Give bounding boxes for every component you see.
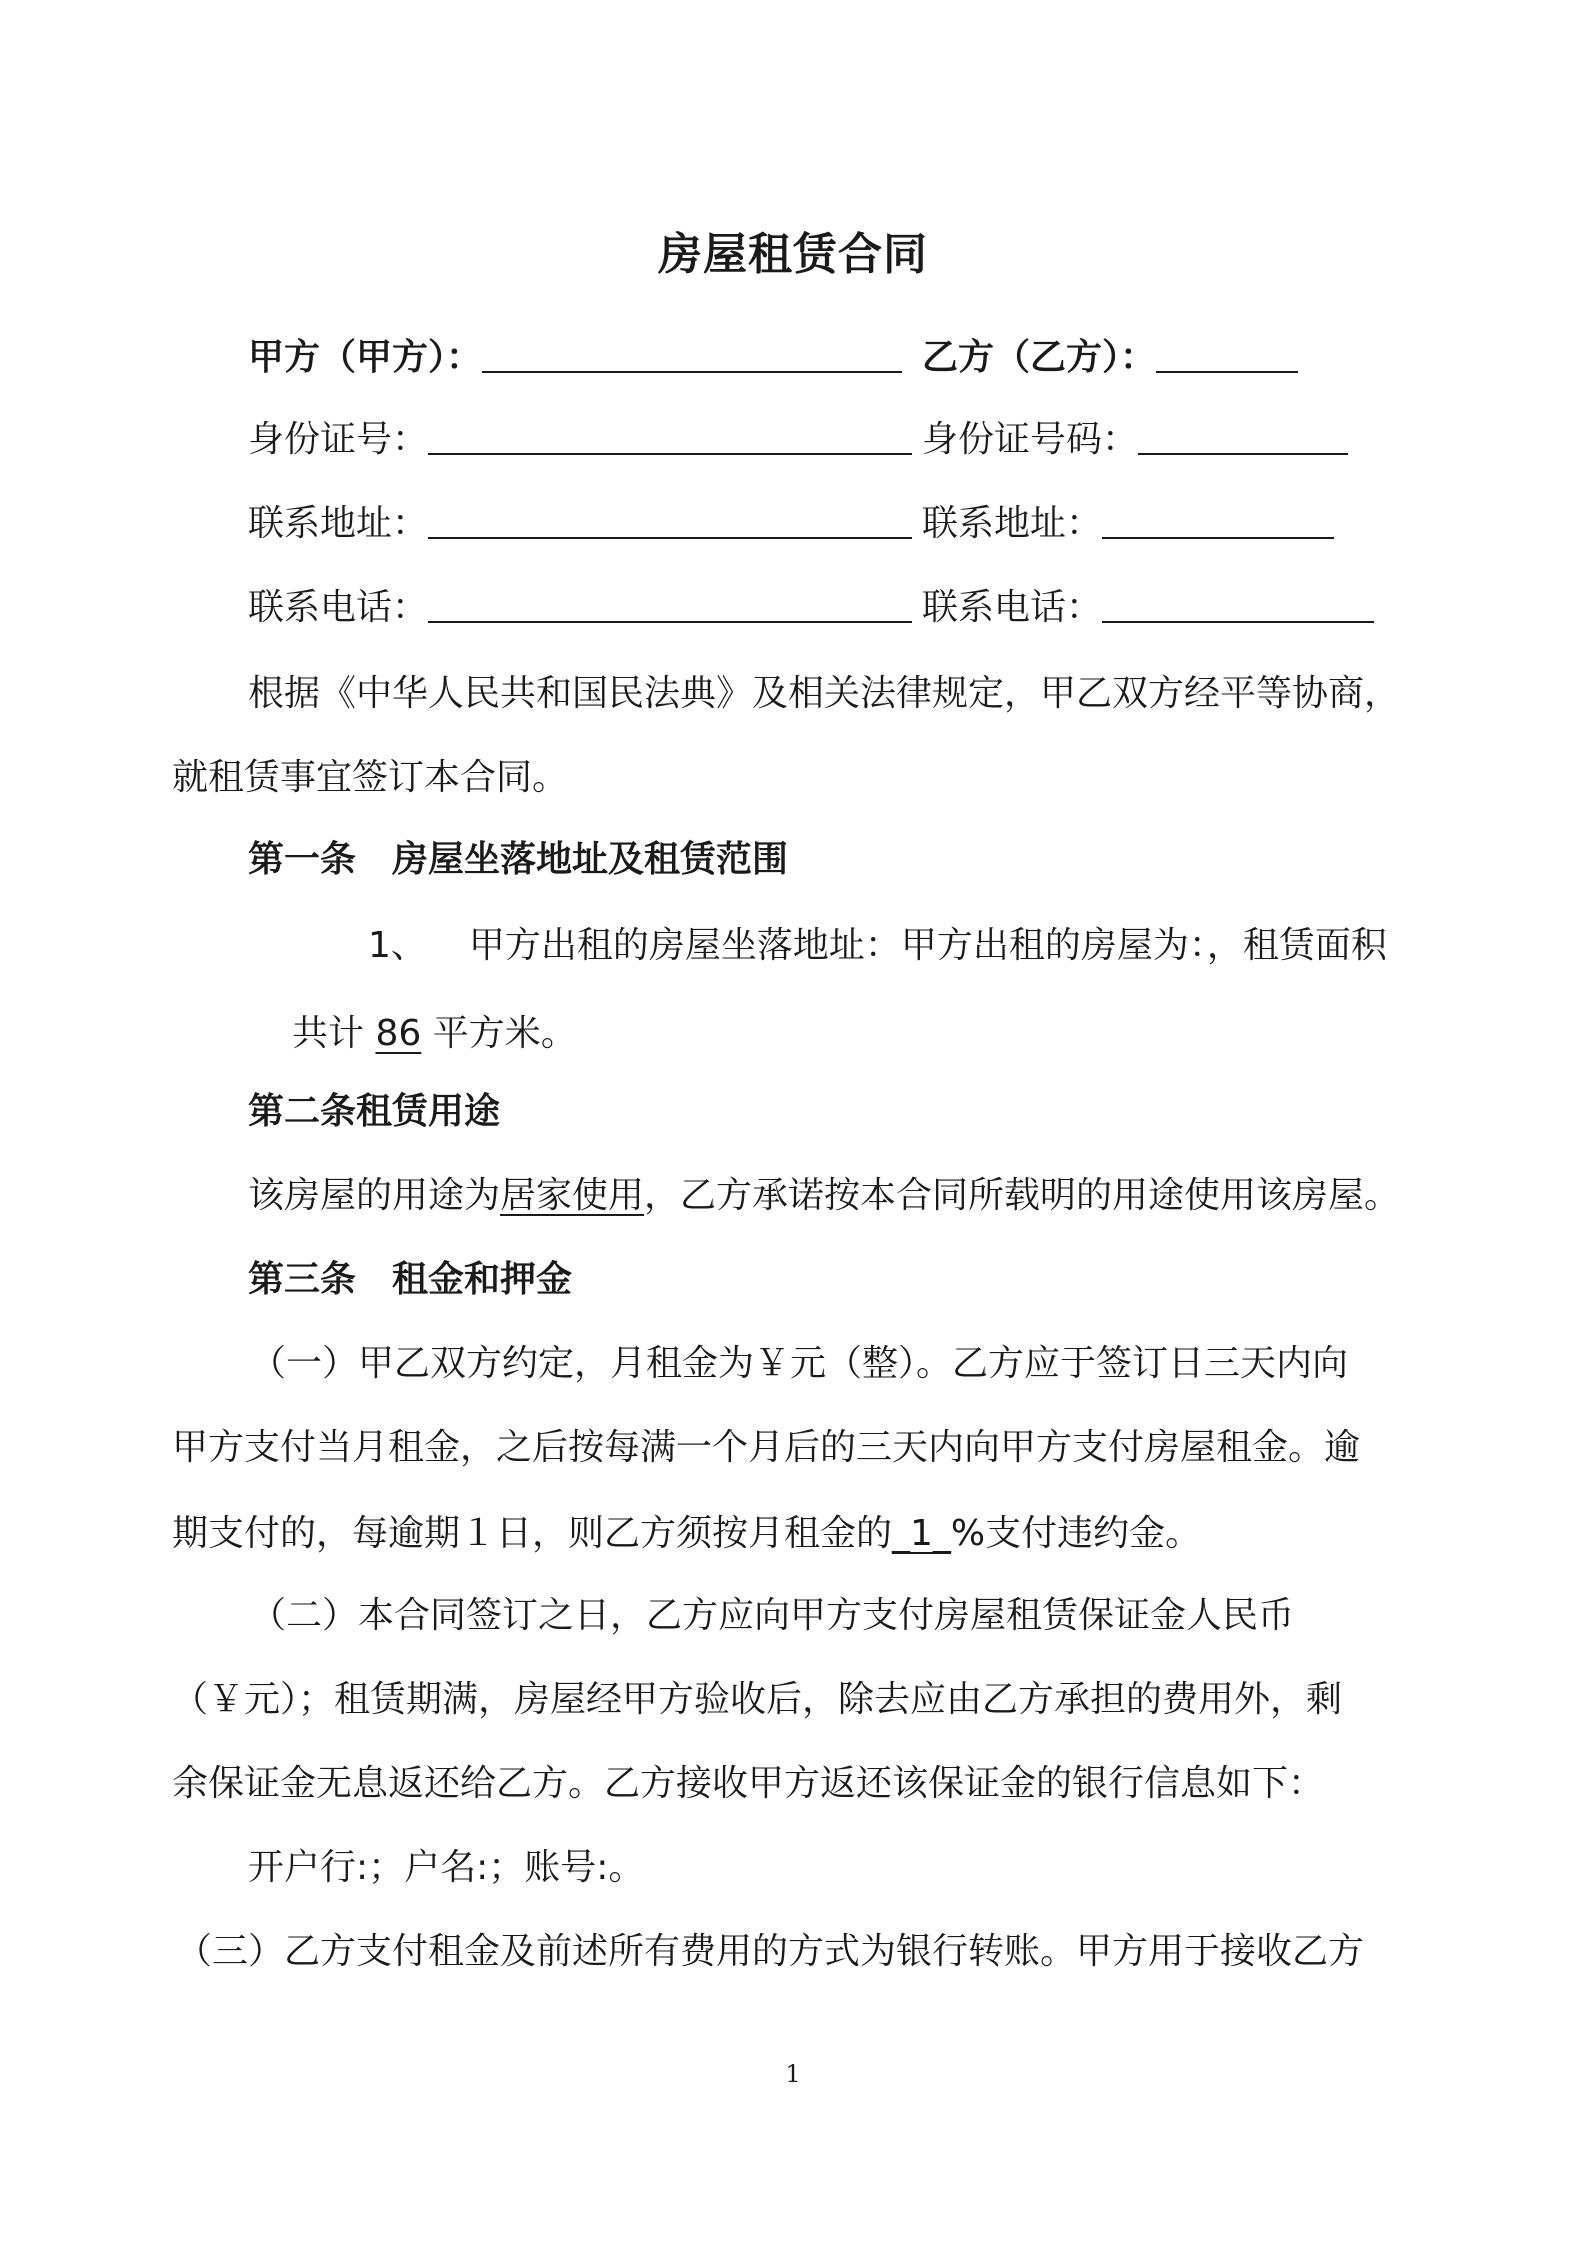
area-suffix: 平方米。 — [432, 1013, 577, 1054]
article-1-item-number: 1、 — [368, 925, 427, 966]
address-a-blank — [428, 503, 912, 539]
party-a-row — [248, 334, 902, 382]
phone-b-blank — [1102, 587, 1374, 623]
id-a-blank — [428, 419, 912, 455]
phone-b-row — [922, 584, 1374, 632]
usage-prefix: 该房屋的用途为 — [248, 1175, 501, 1216]
penalty-prefix: 期支付的，每逾期１日，则乙方须按月租金的 — [172, 1513, 893, 1554]
id-b-blank — [1138, 419, 1348, 455]
id-a-row — [248, 416, 912, 464]
address-b-blank — [1102, 503, 1334, 539]
address-b-label: 联系地址： — [922, 503, 1103, 544]
address-b-row — [922, 500, 1334, 548]
bank-info: 开户行:；户名:；账号:。 — [248, 1847, 645, 1888]
article-3-p3-line-1: （三）乙方支付租金及前述所有费用的方式为银行转账。甲方用于接收乙方 — [176, 1931, 1365, 1972]
phone-b-label: 联系电话： — [922, 587, 1103, 628]
article-3-heading: 第三条 租金和押金 — [248, 1259, 573, 1300]
usage-value: 居家使用 — [500, 1175, 645, 1216]
address-a-label: 联系地址： — [248, 503, 429, 544]
article-1-item-1 — [368, 922, 1387, 970]
preamble-line-1: 根据《中华人民共和国民法典》及相关法律规定，甲乙双方经平等协商， — [248, 673, 1401, 714]
article-1-heading: 第一条 房屋坐落地址及租赁范围 — [248, 839, 789, 880]
address-a-row — [248, 500, 912, 548]
article-3-p1-line-2: 甲方支付当月租金，之后按每满一个月后的三天内向甲方支付房屋租金。逾 — [172, 1427, 1361, 1468]
party-b-blank — [1156, 337, 1298, 373]
id-b-row — [922, 416, 1348, 464]
article-3-p1-line-1: （一）甲乙双方约定，月租金为￥元（整）。乙方应于签订日三天内向 — [250, 1343, 1349, 1384]
penalty-rate: _1_ — [892, 1513, 951, 1554]
area-prefix: 共计 — [292, 1013, 365, 1054]
party-a-label: 甲方（甲方）： — [248, 337, 483, 378]
article-3-p2-line-1: （二）本合同签订之日，乙方应向甲方支付房屋租赁保证金人民币 — [250, 1595, 1295, 1636]
id-a-label: 身份证号： — [248, 419, 429, 460]
penalty-suffix: %支付违约金。 — [950, 1513, 1202, 1554]
preamble-line-2: 就租赁事宜签订本合同。 — [172, 757, 569, 798]
usage-suffix: ，乙方承诺按本合同所载明的用途使用该房屋。 — [644, 1175, 1401, 1216]
article-2-text — [248, 1172, 1400, 1220]
article-2-heading: 第二条租赁用途 — [248, 1091, 501, 1132]
party-b-row — [922, 334, 1298, 382]
phone-a-label: 联系电话： — [248, 587, 429, 628]
area-value: 86 — [375, 1013, 422, 1054]
article-3-p2-line-3: 余保证金无息返还给乙方。乙方接收甲方返还该保证金的银行信息如下： — [172, 1763, 1325, 1804]
id-b-label: 身份证号码： — [922, 419, 1139, 460]
party-b-label: 乙方（乙方）： — [922, 337, 1157, 378]
page-title: 房屋租赁合同 — [658, 229, 928, 280]
article-1-area — [292, 1010, 577, 1058]
phone-a-row — [248, 584, 912, 632]
party-a-blank — [482, 337, 902, 373]
article-3-p1-line-3 — [172, 1510, 1201, 1558]
phone-a-blank — [428, 587, 912, 623]
page-number: 1 — [785, 2060, 801, 2088]
article-1-item-text: 甲方出租的房屋坐落地址：甲方出租的房屋为：，租赁面积 — [468, 925, 1387, 966]
article-3-p2-line-2: （￥元）；租赁期满，房屋经甲方验收后，除去应由乙方承担的费用外，剩 — [172, 1679, 1343, 1720]
